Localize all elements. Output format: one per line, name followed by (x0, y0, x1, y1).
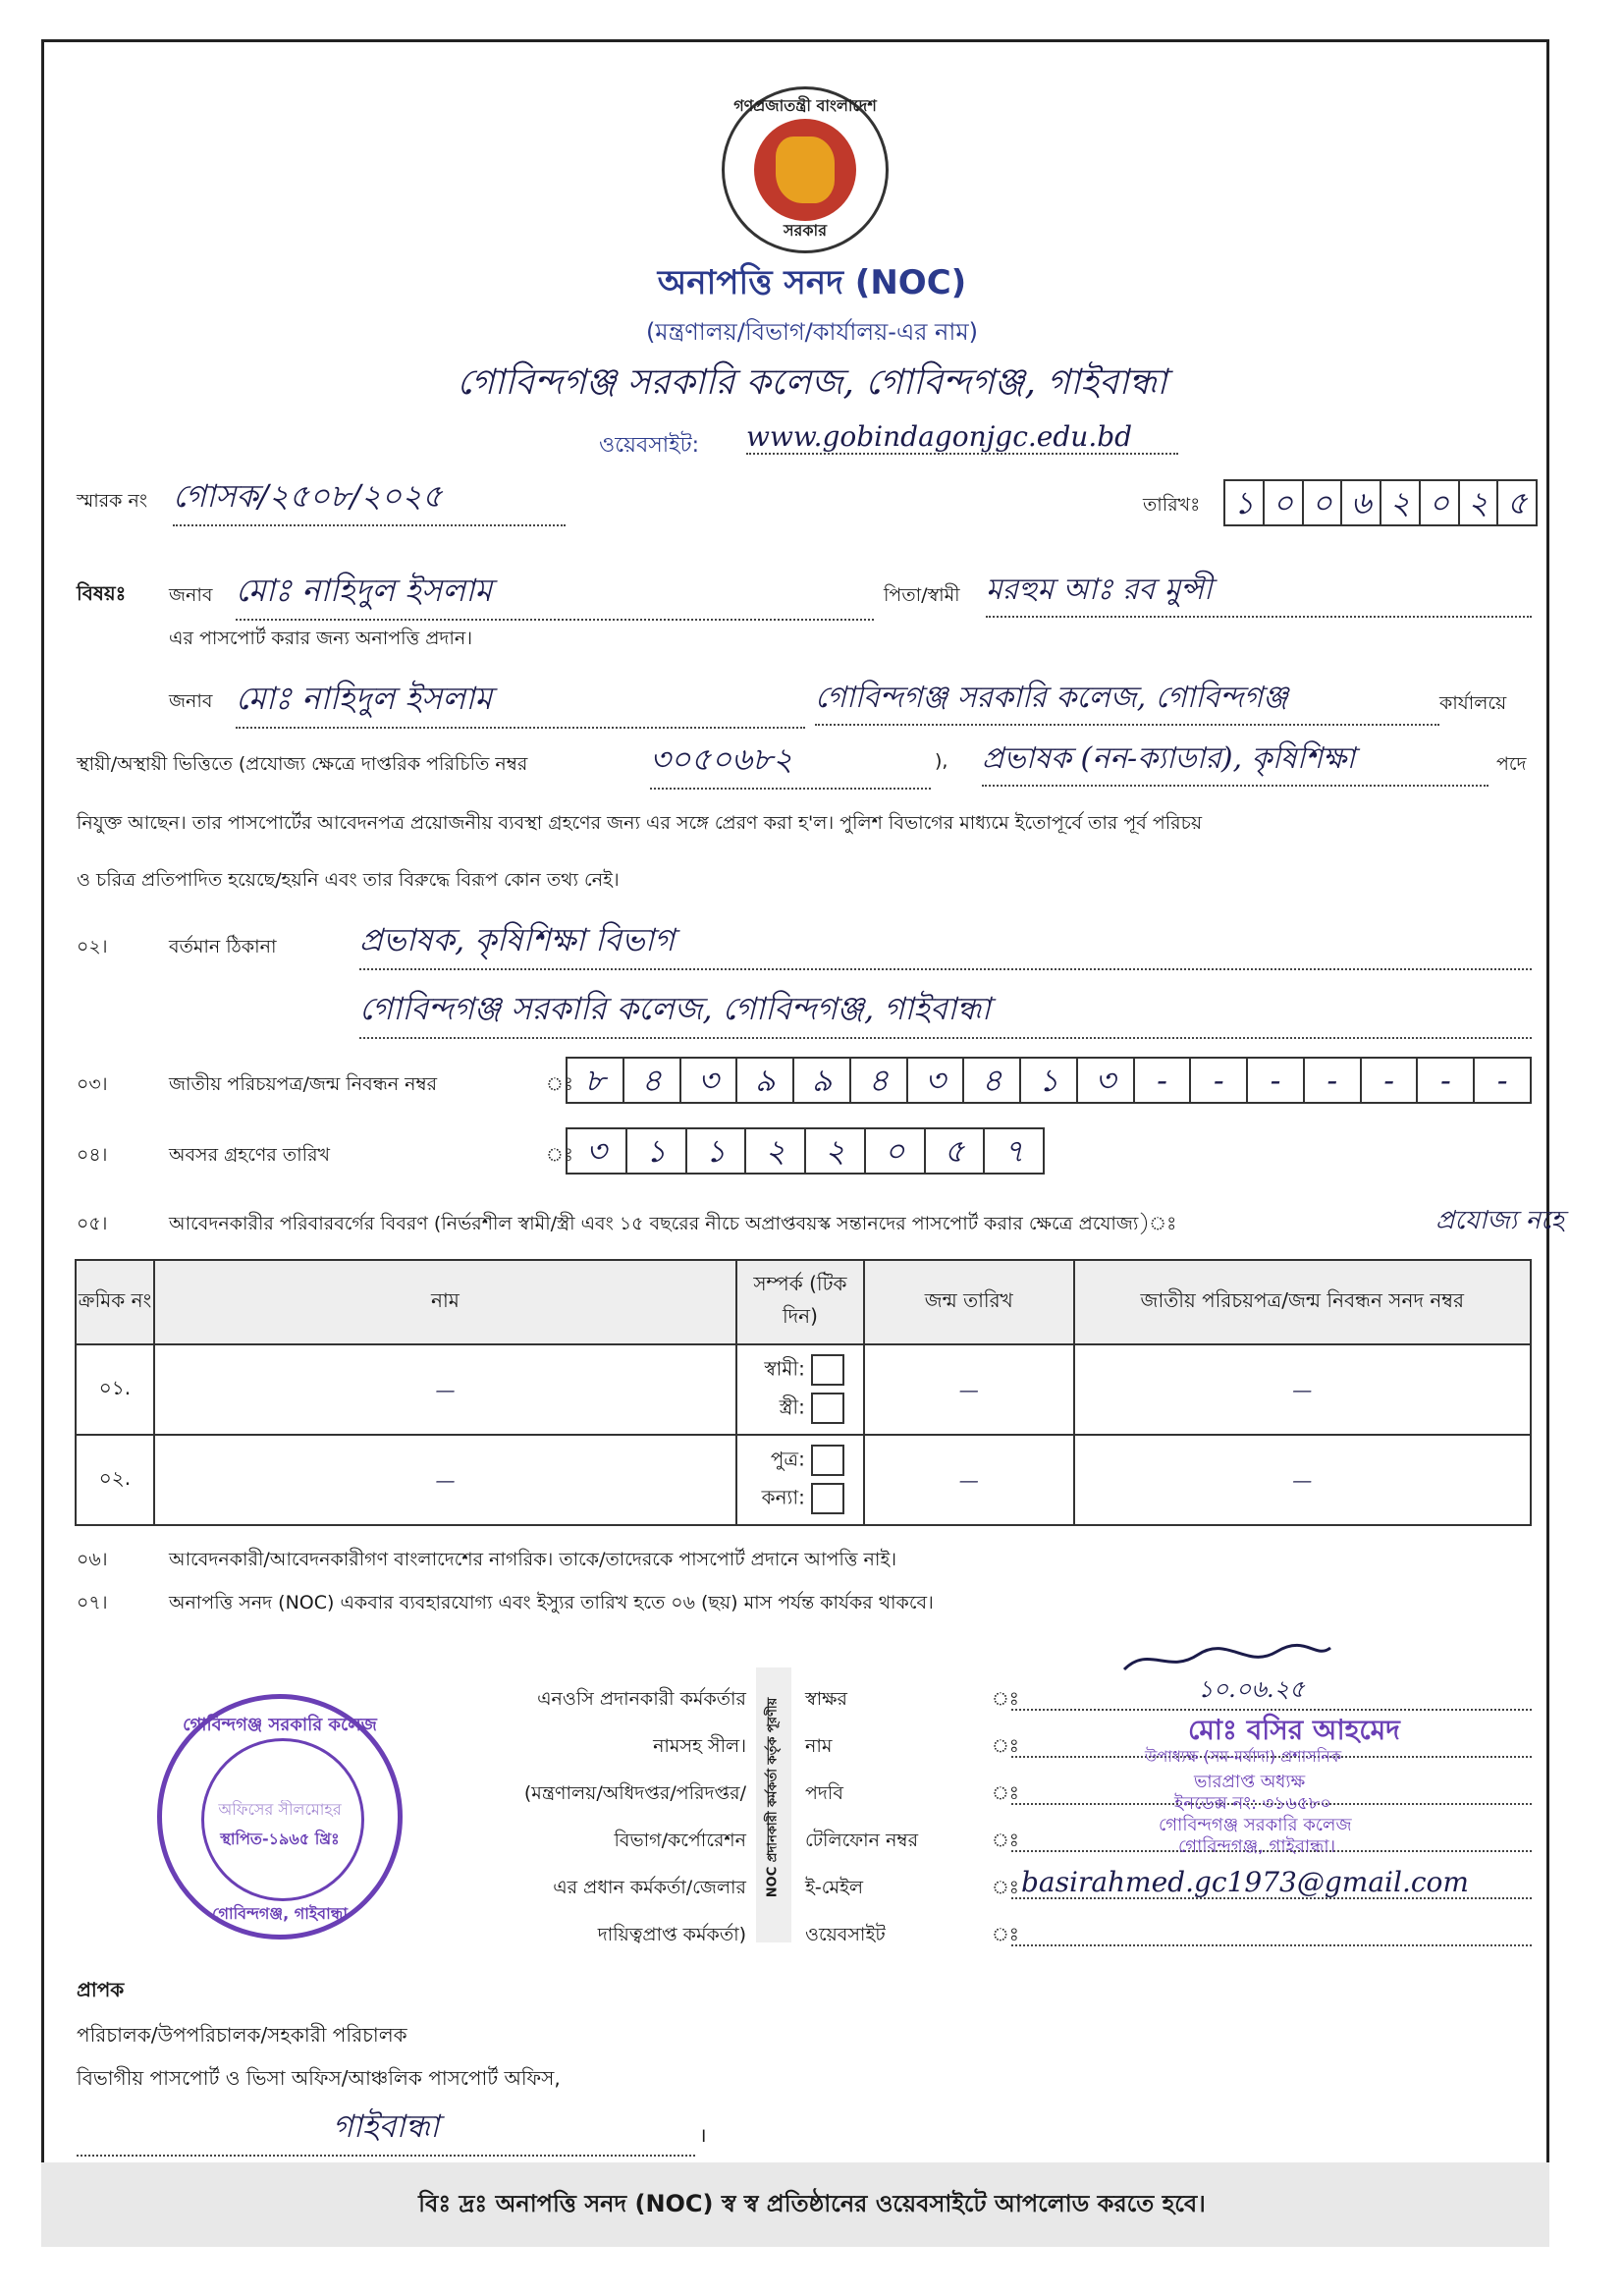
nid-digit: - (1248, 1059, 1305, 1102)
field-designation-label: পদবি (805, 1782, 843, 1804)
present-address-line2: গোবিন্দগঞ্জ সরকারি কলেজ, গোবিন্দগঞ্জ, গাইবান্ধা (359, 984, 1532, 1039)
nid-digit: ৪ (851, 1059, 908, 1102)
recipient-end: । (699, 2123, 707, 2147)
document-title: অনাপত্তি সনদ (NOC) (657, 263, 967, 302)
body-name: মোঃ নাহিদুল ইসলাম (236, 674, 805, 729)
date-digit: ৫ (1506, 484, 1528, 521)
stamp-top-text: গোবিন্দগঞ্জ সরকারি কলেজ (183, 1715, 377, 1735)
issuer-description (432, 1675, 746, 1958)
field-website-label: ওয়েবসাইট (805, 1924, 886, 1945)
retirement-digit: ৭ (1003, 1132, 1025, 1170)
relation-option (738, 1483, 862, 1516)
designation: প্রভাষক (নন-ক্যাডার), কৃষিশিক্ষা (982, 735, 1489, 787)
recipient-district: গাইবান্ধা (77, 2102, 695, 2157)
retirement-digit: ২ (806, 1129, 866, 1173)
item-07-num: ০৭। (77, 1592, 108, 1613)
item-05-note: প্রযোজ্য নহে (1435, 1206, 1565, 1235)
header-dob: জন্ম তারিখ (864, 1260, 1074, 1344)
body-line2-mid: ), (935, 750, 948, 772)
nid-digit: ১ (1021, 1059, 1078, 1102)
issuer-field-colons: ঃ ঃ ঃ ঃ ঃ ঃ (992, 1688, 1019, 1945)
nid-digit: ৮ (568, 1059, 624, 1102)
relation-checkbox[interactable] (811, 1483, 844, 1514)
nid-boxes (566, 1057, 1532, 1104)
memo-label: স্মারক নং (77, 490, 148, 512)
nid-digit: - (1496, 1062, 1508, 1099)
issuer-line: এনওসি প্রদানকারী কর্মকর্তার (537, 1688, 746, 1710)
website-line (1011, 1944, 1532, 1946)
item-07-text: অনাপত্তি সনদ (NOC) একবার ব্যবহারযোগ্য এবং ইস্যুর তারিখ হতে ০৬ (ছয়) মাস পর্যন্ত কার্যকর থাকবে। (169, 1592, 934, 1613)
stamp-est-text: স্থাপিত-১৯৬৫ খ্রিঃ (220, 1830, 340, 1848)
field-email-label: ই-মেইল (805, 1877, 864, 1898)
item-04-num: ০৪। (77, 1144, 108, 1166)
relation-option (738, 1393, 862, 1426)
nid-digit: ৩ (681, 1059, 738, 1102)
issuer-line: নামসহ সীল। (653, 1735, 746, 1757)
item-03-num: ০৩। (77, 1073, 108, 1095)
nid-digit: - (1191, 1059, 1248, 1102)
retirement-digit: ১ (627, 1129, 687, 1173)
relation-label: স্বামী: (764, 1356, 805, 1380)
body-line2-prefix: স্থায়ী/অস্থায়ী ভিত্তিতে (প্রযোজ্য ক্ষেত্রে দাপ্তরিক পরিচিতি নম্বর (77, 753, 528, 775)
row-name: — (154, 1435, 736, 1525)
bangladesh-map-icon (776, 137, 835, 203)
nid-digit: - (1362, 1059, 1419, 1102)
website-label: ওয়েবসাইট: (599, 433, 699, 458)
field-phone-label: টেলিফোন নম্বর (805, 1830, 919, 1851)
stamp-officer-designation: উপাধ্যক্ষ (সম-মর্যাদা) প্রশাসনিক (1145, 1747, 1342, 1766)
stamp-officer-index: ইনডেক্স নং: ৩১৬৫৮০ (1174, 1793, 1331, 1814)
website-value: www.gobindagonjgc.edu.bd (746, 420, 1178, 455)
date-digit: ০ (1265, 481, 1304, 524)
field-name-label: নাম (805, 1735, 833, 1757)
footer-note: বিঃ দ্রঃ অনাপত্তি সনদ (NOC) স্ব স্ব প্রতিষ্ঠানের ওয়েবসাইটে আপলোড করতে হবে। (418, 2190, 1206, 2217)
row-serial: ০২. (76, 1435, 154, 1525)
family-details-table (75, 1259, 1532, 1526)
vertical-label: NOC প্রদানকারী কর্মকর্তা কর্তৃক পূরণীয় (765, 1697, 781, 1898)
body-mr-label: জনাব (169, 690, 213, 712)
item-03-label: জাতীয় পরিচয়পত্র/জন্ম নিবন্ধন নম্বর (169, 1073, 438, 1095)
recipient-line2: বিভাগীয় পাসপোর্ট ও ভিসা অফিস/আঞ্চলিক পাসপোর্ট অফিস, (77, 2066, 561, 2090)
retirement-date-boxes (566, 1127, 1045, 1175)
field-signature-label: স্বাক্ষর (805, 1688, 847, 1710)
subject-mr-label: জনাব (169, 584, 213, 606)
nid-digit: ৪ (964, 1059, 1021, 1102)
issuer-email: basirahmed.gc1973@gmail.com (1021, 1866, 1469, 1898)
date-digit: ২ (1460, 481, 1499, 524)
nid-digit: ৪ (624, 1059, 681, 1102)
relation-label: স্ত্রী: (779, 1394, 805, 1419)
row-nid: — (1074, 1435, 1531, 1525)
date-digit: ২ (1381, 481, 1421, 524)
office-name: গোবিন্দগঞ্জ সরকারি কলেজ, গোবিন্দগঞ্জ, গাইবান্ধা (457, 362, 1167, 403)
relation-option (738, 1354, 862, 1388)
stamp-bottom-text: গোবিন্দগঞ্জ, গাইবান্ধা (211, 1904, 349, 1923)
item-02-num: ০২। (77, 936, 108, 957)
row-relation (736, 1344, 864, 1435)
relation-checkbox[interactable] (811, 1445, 844, 1476)
nid-digit: ৯ (794, 1059, 851, 1102)
issuer-line: দায়িত্বপ্রাপ্ত কর্মকর্তা) (597, 1924, 746, 1945)
date-boxes (1223, 479, 1538, 526)
date-digit: ০ (1421, 481, 1460, 524)
item-05-label: আবেদনকারীর পরিবারবর্গের বিবরণ (নির্ভরশীল স্বামী/স্ত্রী এবং ১৫ বছরের নীচে অপ্রাপ্তবয়স্ক সন্তানদের পাসপোর্ট করার ক্ষেত্রে প্রযোজ্য)ঃ (169, 1213, 1177, 1234)
date-label: তারিখঃ (1143, 494, 1201, 516)
recipient-line1: পরিচালক/উপপরিচালক/সহকারী পরিচালক (77, 2023, 407, 2047)
stamp-officer-name: মোঃ বসির আহমেদ (1188, 1714, 1400, 1746)
stamp-mid-text: অফিসের সীলমোহর (218, 1800, 342, 1819)
seal-bottom-text: সরকার (783, 221, 827, 240)
relation-label: কন্যা: (761, 1485, 805, 1509)
relation-checkbox[interactable] (811, 1354, 844, 1386)
seal-emblem (754, 119, 856, 221)
retirement-digit: ০ (866, 1129, 926, 1173)
issuer-line: বিভাগ/কর্পোরেশন (614, 1830, 746, 1851)
government-seal (722, 86, 889, 253)
stamp-officer-place: গোবিন্দগঞ্জ, গাইবান্ধা। (1178, 1836, 1336, 1857)
stamp-officer-college: গোবিন্দগঞ্জ সরকারি কলেজ (1159, 1815, 1352, 1835)
retirement-digit: ৫ (926, 1129, 986, 1173)
father-name: মরহুম আঃ রব মুন্সী (986, 566, 1532, 618)
subject-name: মোঃ নাহিদুল ইসলাম (236, 566, 874, 621)
present-address-line1: প্রভাষক, কৃষিশিক্ষা বিভাগ (359, 915, 1532, 970)
subject-label: বিষয়ঃ (77, 581, 127, 605)
document-subtitle: (মন্ত্রণালয়/বিভাগ/কার্যালয়-এর নাম) (645, 318, 979, 346)
item-04-label: অবসর গ্রহণের তারিখ (169, 1144, 331, 1166)
stamp-officer-role: ভারপ্রাপ্ত অধ্যক্ষ (1194, 1772, 1306, 1792)
date-digit: ১ (1225, 481, 1265, 524)
subject-line2: এর পাসপোর্ট করার জন্য অনাপত্তি প্রদান। (169, 628, 473, 649)
item-06-num: ০৬। (77, 1549, 108, 1570)
table-row (76, 1344, 1531, 1435)
row-relation (736, 1435, 864, 1525)
row-nid: — (1074, 1344, 1531, 1435)
college-seal-stamp (157, 1694, 403, 1940)
memo-number: গোসক/২৫০৮/২০২৫ (173, 471, 566, 526)
nid-digit: ৩ (908, 1059, 965, 1102)
body-line4: ও চরিত্র প্রতিপাদিত হয়েছে/হয়নি এবং তার বিরুদ্ধে বিরূপ কোন তথ্য নেই। (77, 869, 620, 891)
signature-date: ১০.০৬.২৫ (1198, 1675, 1305, 1703)
header-serial: ক্রমিক নং (76, 1260, 154, 1344)
body-office-suffix: কার্যালয়ে (1439, 692, 1507, 714)
nid-digit: - (1305, 1059, 1362, 1102)
item-03-colon: ঃ (546, 1073, 573, 1095)
nid-digit: ৯ (737, 1059, 794, 1102)
issuer-line: (মন্ত্রণালয়/অধিদপ্তর/পরিদপ্তর/ (523, 1782, 746, 1804)
item-06-text: আবেদনকারী/আবেদনকারীগণ বাংলাদেশের নাগরিক। তাকে/তাদেরকে পাসপোর্ট প্রদানে আপত্তি নাই। (169, 1549, 897, 1570)
nid-digit: - (1135, 1059, 1192, 1102)
item-02-label: বর্তমান ঠিকানা (169, 936, 277, 957)
date-digit: ০ (1304, 481, 1343, 524)
seal-top-text: গণপ্রজাতন্ত্রী বাংলাদেশ (733, 96, 877, 115)
relation-label: পুত্র: (770, 1447, 805, 1470)
issuer-field-labels (805, 1675, 918, 1958)
row-dob: — (864, 1344, 1074, 1435)
father-label: পিতা/স্বামী (884, 584, 960, 606)
vertical-label-band (756, 1667, 791, 1942)
retirement-digit: ১ (687, 1129, 747, 1173)
issuer-line: এর প্রধান কর্মকর্তা/জেলার (553, 1877, 746, 1898)
table-row (76, 1435, 1531, 1525)
nid-digit: ৩ (1078, 1059, 1135, 1102)
header-nid: জাতীয় পরিচয়পত্র/জন্ম নিবন্ধন সনদ নম্বর (1074, 1260, 1531, 1344)
retirement-digit: ২ (746, 1129, 806, 1173)
body-line2-suffix: পদে (1496, 753, 1527, 775)
official-id-number: ৩০৫০৬৮২ (650, 735, 931, 790)
body-line3: নিযুক্ত আছেন। তার পাসপোর্টের আবেদনপত্র প্রয়োজনীয় ব্যবস্থা গ্রহণের জন্য এর সঙ্গে প্রেরণ করা হ'ল। পুলিশ বিভাগের মাধ্যমে ইতোপূর্বে তার পূর্ব পরিচয় (77, 812, 1203, 834)
item-04-colon: ঃ (546, 1144, 573, 1166)
relation-checkbox[interactable] (811, 1393, 844, 1424)
retirement-digit: ৩ (568, 1129, 627, 1173)
relation-option (738, 1445, 862, 1478)
date-digit: ৬ (1342, 481, 1381, 524)
row-name: — (154, 1344, 736, 1435)
recipient-label: প্রাপক (77, 1978, 125, 2001)
body-office: গোবিন্দগঞ্জ সরকারি কলেজ, গোবিন্দগঞ্জ (815, 674, 1439, 726)
row-dob: — (864, 1435, 1074, 1525)
header-relation: সম্পর্ক (টিক দিন) (736, 1260, 864, 1344)
nid-digit: - (1418, 1059, 1475, 1102)
item-05-num: ০৫। (77, 1213, 108, 1234)
header-name: নাম (154, 1260, 736, 1344)
row-serial: ০১. (76, 1344, 154, 1435)
